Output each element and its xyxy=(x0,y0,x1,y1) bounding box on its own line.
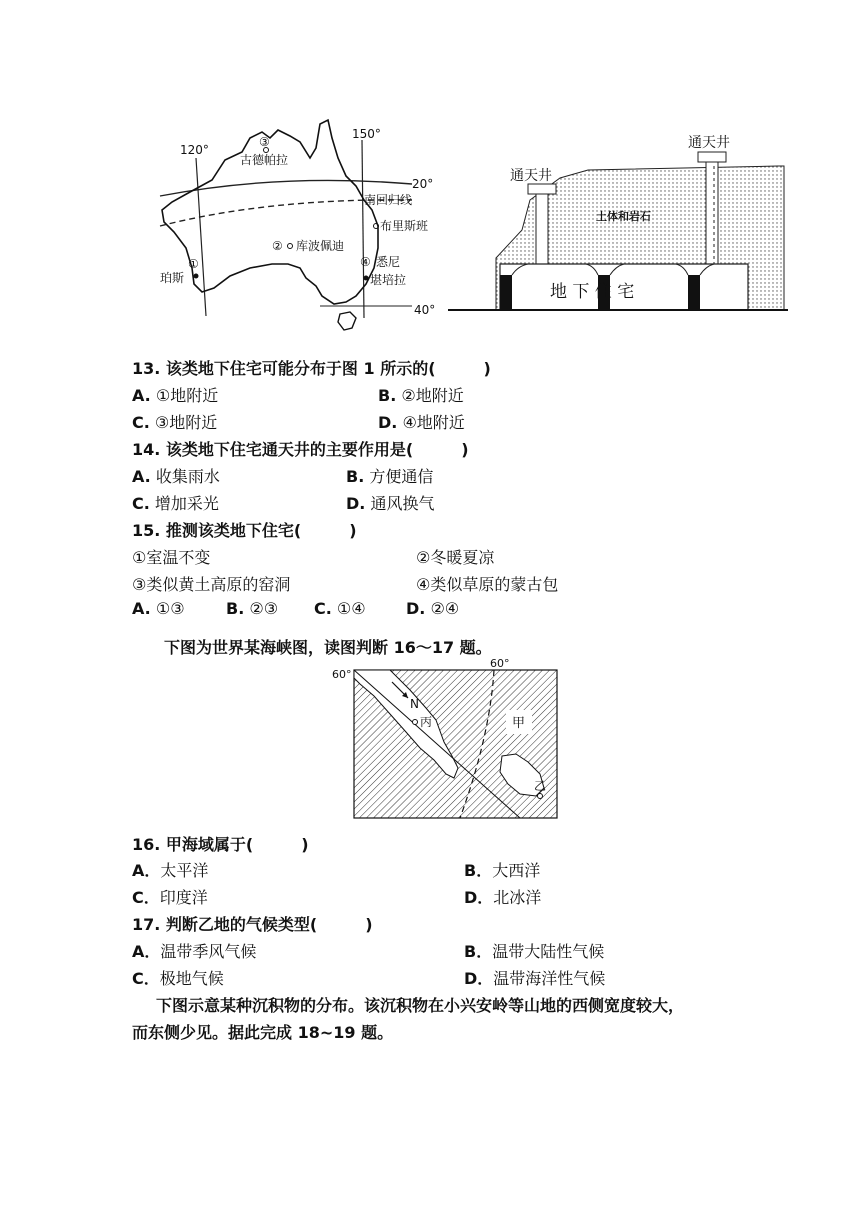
option-key: A. xyxy=(132,599,151,618)
sydney-label: 悉尼 xyxy=(376,255,401,269)
jia-label: 甲 xyxy=(512,716,526,731)
option-text: 温带大陆性气候 xyxy=(492,942,605,961)
q15-statement-1: ①室温不变 xyxy=(132,548,211,567)
option-key: A. xyxy=(132,386,151,405)
vent-right-label: 通天井 xyxy=(688,135,730,151)
underground-house-diagram xyxy=(448,130,788,315)
australia-map xyxy=(150,118,450,333)
option-text: ①③ xyxy=(155,599,185,618)
q15-statement-4: ④类似草原的蒙古包 xyxy=(416,575,559,594)
option-key: C. xyxy=(314,599,332,618)
option-text: 通风换气 xyxy=(370,494,435,513)
option-text: 方便通信 xyxy=(369,467,434,486)
lon-120-label: 120° xyxy=(180,143,209,157)
option-text: ①地附近 xyxy=(155,386,219,405)
option-text: 温带海洋性气候 xyxy=(493,969,606,988)
lat-20-label: 20° xyxy=(412,177,434,191)
lon-top-label: 60° xyxy=(490,657,510,670)
canberra-label: 堪培拉 xyxy=(370,273,407,287)
point-4-label: ④ xyxy=(360,255,371,269)
question-17-stem: 17. 判断乙地的气候类型( ) xyxy=(132,915,373,934)
vent-left-label: 通天井 xyxy=(510,168,552,184)
option-key: B. xyxy=(346,467,365,486)
intro-16-17: 下图为世界某海峡图，读图判断 16～17 题。 xyxy=(164,638,492,657)
option-text: ②地附近 xyxy=(401,386,464,405)
option-text: 增加采光 xyxy=(154,494,219,513)
q17-option-c[interactable] xyxy=(132,966,224,989)
option-key: A. xyxy=(132,467,151,486)
option-key: C. xyxy=(132,494,150,513)
q15-option-c[interactable] xyxy=(314,599,366,618)
option-text: 太平洋 xyxy=(160,861,209,880)
tropic-label: 南回归线 xyxy=(364,193,413,207)
option-text: 北冰洋 xyxy=(493,888,542,907)
brisbane-label: 布里斯班 xyxy=(380,219,429,233)
coober-pedy-label: 库波佩迪 xyxy=(296,239,345,253)
option-text: ②④ xyxy=(430,599,460,618)
intro-18-19-line2: 而东侧少见。据此完成 18~19 题。 xyxy=(132,1023,394,1042)
option-key: D. xyxy=(406,599,426,618)
q13-option-a[interactable] xyxy=(132,383,218,406)
q13-option-b[interactable] xyxy=(378,383,464,406)
question-16-stem: 16. 甲海域属于( ) xyxy=(132,835,309,854)
house-label: 地 下 住 宅 xyxy=(550,282,635,302)
strait-map xyxy=(330,656,562,822)
question-13-stem: 13. 该类地下住宅可能分布于图 1 所示的( ) xyxy=(132,359,491,378)
q13-option-c[interactable] xyxy=(132,410,217,433)
option-key: C. xyxy=(132,413,150,432)
q17-option-d[interactable] xyxy=(464,966,605,989)
option-key: D． xyxy=(464,888,494,907)
option-key: D． xyxy=(464,969,494,988)
point-3-label: ③ xyxy=(259,135,270,149)
option-text: 温带季风气候 xyxy=(160,942,257,961)
q16-option-c[interactable] xyxy=(132,885,208,908)
option-key: C． xyxy=(132,888,160,907)
q16-option-a[interactable] xyxy=(132,858,208,881)
q15-statement-3: ③类似黄土高原的窑洞 xyxy=(132,575,291,594)
option-text: 印度洋 xyxy=(159,888,208,907)
lon-150-label: 150° xyxy=(352,127,381,141)
bing-label: 丙 xyxy=(420,715,433,729)
option-key: B. xyxy=(378,386,397,405)
option-text: ②③ xyxy=(249,599,279,618)
question-15-stem: 15. 推测该类地下住宅( ) xyxy=(132,521,357,540)
north-label: N xyxy=(410,697,419,711)
q16-option-d[interactable] xyxy=(464,885,541,908)
q17-option-a[interactable] xyxy=(132,939,256,962)
q16-option-b[interactable] xyxy=(464,858,540,881)
option-key: B． xyxy=(464,942,493,961)
option-text: 大西洋 xyxy=(492,861,541,880)
lon-left-label: 60° xyxy=(332,668,352,681)
q15-option-d[interactable] xyxy=(406,599,459,618)
intro-18-19-line1: 下图示意某种沉积物的分布。该沉积物在小兴安岭等山地的西侧宽度较大， xyxy=(156,996,685,1015)
geraldton-label: 古德帕拉 xyxy=(240,153,289,167)
option-text: ④地附近 xyxy=(402,413,465,432)
option-key: B. xyxy=(226,599,245,618)
option-text: ③地附近 xyxy=(154,413,218,432)
q17-option-b[interactable] xyxy=(464,939,604,962)
option-text: 收集雨水 xyxy=(155,467,220,486)
lat-40-label: 40° xyxy=(414,303,436,317)
yi-label: 乙 xyxy=(534,779,547,793)
option-key: B． xyxy=(464,861,493,880)
q14-option-b[interactable] xyxy=(346,464,433,487)
point-2-label: ② xyxy=(272,239,283,253)
q14-option-a[interactable] xyxy=(132,464,220,487)
q15-option-a[interactable] xyxy=(132,599,185,618)
q15-statement-2: ②冬暖夏凉 xyxy=(416,548,495,567)
option-key: C． xyxy=(132,969,160,988)
option-key: A． xyxy=(132,861,161,880)
q15-option-b[interactable] xyxy=(226,599,278,618)
q14-option-c[interactable] xyxy=(132,491,219,514)
q14-option-d[interactable] xyxy=(346,491,434,514)
option-key: D. xyxy=(346,494,366,513)
option-key: A． xyxy=(132,942,161,961)
option-text: ①④ xyxy=(336,599,366,618)
question-14-stem: 14. 该类地下住宅通天井的主要作用是( ) xyxy=(132,440,469,459)
perth-label: 珀斯 xyxy=(160,271,185,285)
point-1-label: ① xyxy=(188,257,199,271)
option-text: 极地气候 xyxy=(159,969,224,988)
q13-option-d[interactable] xyxy=(378,410,465,433)
rock-label: 土体和岩石 xyxy=(596,210,651,223)
option-key: D. xyxy=(378,413,398,432)
